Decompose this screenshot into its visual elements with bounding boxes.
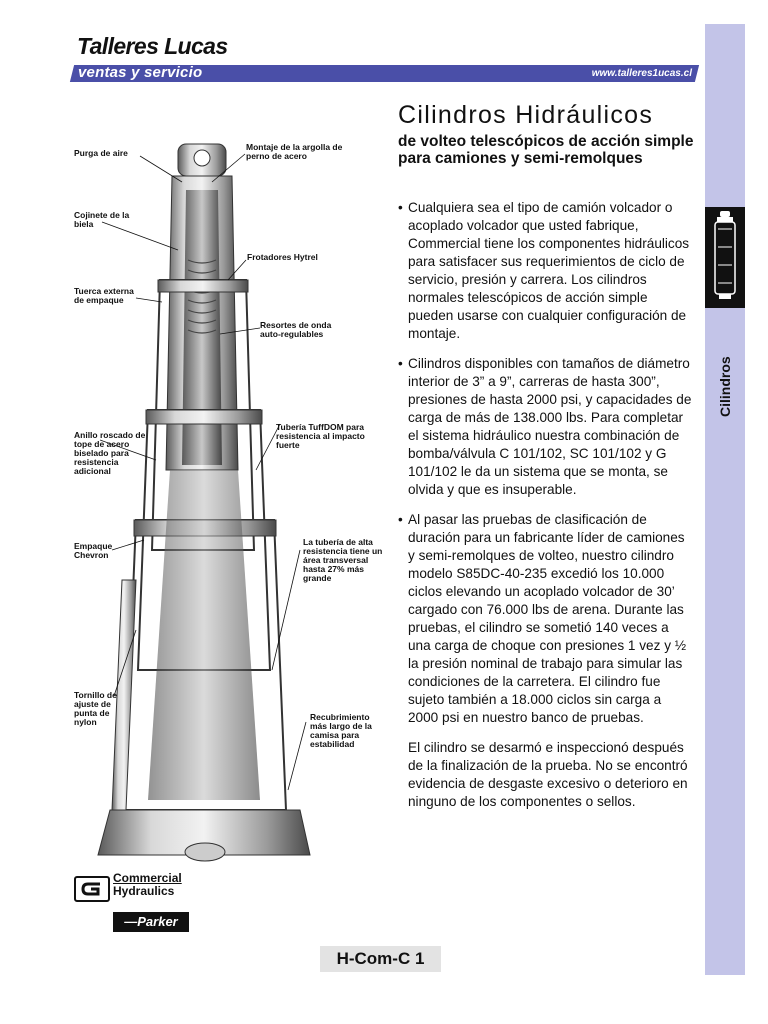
section-sidebar (705, 24, 745, 975)
cylinder-icon (705, 207, 745, 308)
sidebar-section-label: Cilindros (717, 356, 733, 417)
commercial-logo-icon (74, 876, 110, 902)
bullet-paragraph: • Al pasar las pruebas de clasificación de duración para un fabricante líder de camiones y semi-remolques de volteo, nuestro cilindro modelo S85DC-40-235 excedió los 10.000 ciclos elevando un acoplado volcador de 30’ cargado con 76.000 lbs de arena. Durante las pruebas, el cilindro se sometió 140 veces a una carga de choque con presiones 1 vez y ½ la presión nominal de trabajo para simular las condiciones de la carretera. El cilindro fue sujeto también a 18.000 ciclos sin carga a 2000 psi en nuestro banco de pruebas. (398, 512, 687, 725)
callout-tuberia-alta-resistencia: La tubería de alta resistencia tiene un área transversal hasta 27% más grande (303, 537, 383, 583)
callout-cojinete-biela: Cojinete de la biela (74, 210, 130, 229)
commercial-hydraulics-logo: Commercial Hydraulics (113, 871, 182, 898)
callout-tornillo-ajuste: Tornillo de ajuste de punta de nylon (74, 690, 117, 727)
callout-purga-de-aire: Purga de aire (74, 148, 128, 158)
callout-recubrimiento: Recubrimiento más largo de la camisa para estabilidad (310, 712, 372, 749)
callout-tuberia-tuffdom: Tubería TuffDOM para resistencia al impacto fuerte (276, 422, 365, 450)
callout-montaje-argolla: Montaje de la argolla de perno de acero (246, 142, 343, 161)
callout-resortes-onda: Resortes de onda auto-regulables (260, 320, 332, 339)
brand-tagline: ventas y servicio (78, 64, 203, 81)
brand-name: Talleres Lucas (77, 33, 228, 59)
page-subtitle: de volteo telescópicos de acción simple para camiones y semi-remolques (398, 133, 694, 167)
bullet-paragraph: • Cilindros disponibles con tamaños de diámetro interior de 3” a 9”, carreras de hasta 300”, presiones de hasta 2000 psi, y capacidades de carga de más de 138.000 lbs. Para completar el sistema hidráulico nuestra combinación de bomba/válvula C 101/102, SC 101/102 y G 101/102 le da un sistema que se monta, se olvida y que es insuperable. (398, 356, 692, 497)
page-title: Cilindros Hidráulicos (398, 101, 654, 129)
callout-anillo-roscado: Anillo roscado de tope de acero biselado para resistencia adicional (74, 430, 146, 476)
callout-tuerca-externa: Tuerca externa de empaque (74, 286, 134, 305)
callout-frotadores-hytrel: Frotadores Hytrel (247, 252, 318, 262)
article-body (398, 199, 695, 823)
parker-logo: —Parker (113, 912, 189, 932)
website-link[interactable]: www.talleres1ucas.cl (591, 68, 692, 79)
closing-paragraph: El cilindro se desarmó e inspeccionó después de la finalización de la prueba. No se encontró evidencia de desgaste excesivo o deterioro en ninguno de los componentes o sellos. (408, 740, 688, 809)
page-code: H-Com-C 1 (320, 946, 441, 972)
bullet-paragraph: • Cualquiera sea el tipo de camión volcador o acoplado volcador que usted fabrique, Commercial tiene los componentes hidráulicos para satisfacer sus requerimientos de ciclo de servicio, presión y carrera. Los cilindros normales telescópicos de acción simple pueden usarse con cualquier configuración de montaje. (398, 200, 690, 341)
callout-empaque-chevron: Empaque Chevron (74, 541, 113, 560)
